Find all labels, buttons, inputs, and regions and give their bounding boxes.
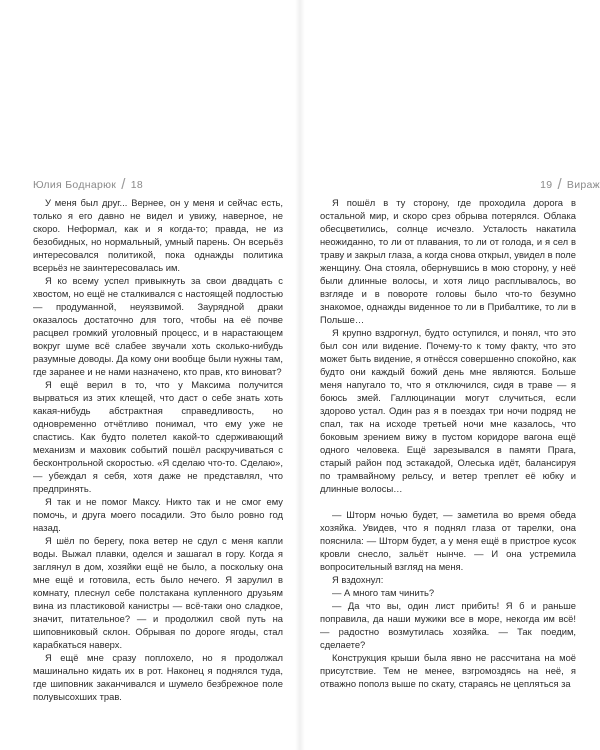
left-text-column	[33, 196, 283, 703]
paragraph: Конструкция крыши была явно не рассчитана на моё присутствие. Тем не менее, взгромоздясь на неё, я отважно пополз выше по скату, стараясь не цепляться за	[320, 652, 576, 689]
paragraph: У меня был друг... Вернее, он у меня и сейчас есть, только я его давно не видел и увижу, наверное, не скоро. Неформал, как и я когда-то; правда, не из безобидных, но нормальный, умный парень. Он всерьёз интересовался политикой, пока однажды политика всерьёз не заинтересовалась им.	[33, 197, 283, 273]
paragraph: Я ко всему успел привыкнуть за свои двадцать с хвостом, но ещё не сталкивался с настоящей подлостью — продуманной, неуязвимой. Заурядной драки оказалось достаточно для того, чтобы на её почве расцвел громкий уголовный процесс, и в нарастающем вокруг шуме всё слабее звучали хоть сколько-нибудь разумные доводы. Да кому они вообще были нужны там, где заранее и не нами назначено, кто прав, кто виноват?	[33, 275, 283, 377]
right-running-header	[540, 175, 600, 192]
paragraph: Я шёл по берегу, пока ветер не сдул с меня капли воды. Выжал плавки, оделся и зашагал в гору. Когда я заглянул в дом, хозяйки ещё не было, а поскольку она мне ещё и готовила, есть было нечего. Я зарулил в комнату, плеснул себе полстакана купленного друзьям вина из пластиковой канистры — всё-таки оно сладкое, значит, питательное? — и продолжил свой путь на шиповниковый склон. Обрывая по дороге ягоды, стал карабкаться наверх.	[33, 535, 283, 650]
paragraph: — Да что вы, один лист прибить! Я б и раньше поправила, да наши мужики все в море, некогда им всё! — радостно возмутилась хозяйка. — Так поедим, сделаете?	[320, 600, 576, 650]
left-running-header	[33, 175, 143, 192]
paragraph: Я пошёл в ту сторону, где проходила дорога в остальной мир, и скоро срез обрыва потерялся. Облака обесцветились, солнце исчезло. Усталость накатила неожиданно, то ли от плавания, то ли от голода, и я сел в траву и закрыл глаза, а когда снова открыл, увидел в поле женщину. Она стояла, обернувшись в мою сторону, у неё были длинные волосы, и хотя лицо расплывалось, во взгляде и в повороте головы было что-то безумно знакомое, однажды виденное то ли в Прибалтике, то ли в Польше…	[320, 197, 576, 325]
right-text-column	[320, 196, 576, 690]
right-page	[300, 0, 600, 750]
left-page-number: 18	[130, 179, 143, 191]
header-slash: /	[557, 176, 562, 193]
paragraph: Я вздохнул:	[332, 574, 384, 585]
paragraph: Я ещё верил в то, что у Максима получится вырваться из этих клещей, что даст о себе знать хоть какая-нибудь абстрактная справедливость, но одновременно отчётливо понимал, что ему уже не спастись. Как будто полетел какой-то сдерживающий механизм и маховик событий пошёл раскручиваться с бесконтрольной скоростью. «Я сделаю что-то. Сделаю», — убеждал я себя, хотя даже не представлял, что предпринять.	[33, 379, 283, 494]
paragraph: Я крупно вздрогнул, будто оступился, и понял, что это был сон или видение. Почему-то к тому факту, что это может быть видение, я отнёсся совершенно спокойно, как будто они каждый божий день мне являются. Больше меня напугало то, что я отключился, сидя в траве — я боюсь змей. Галлюцинации могут случиться, если здорово устал. Один раз я в поездах три ночи подряд не спал, так на исходе третьей ночи мне казалось, что боковым зрением вижу в пустом коридоре вагона ещё одного человека. Ещё зарезывался в памяти Прага, старый район под эстакадой, Олеська идёт, балансируя по трамвайному рельсу, и ветер треплет её юбку и длинные волосы…	[320, 327, 576, 494]
paragraph: — А много там чинить?	[332, 587, 435, 598]
header-slash: /	[121, 176, 126, 193]
paragraph: — Шторм ночью будет, — заметила во время обеда хозяйка. Увидев, что я поднял глаза от тарелки, она пояснила: — Шторм будет, а у меня ещё в пристрое кусок кровли снесло, зальёт нынче. — И она устремила вопросительный взгляд на меня.	[320, 509, 576, 572]
book-title: Вираж	[566, 179, 600, 191]
section-break	[320, 495, 576, 508]
right-page-number: 19	[540, 179, 553, 191]
paragraph: Я ещё мне сразу поплохело, но я продолжал машинально кидать их в рот. Наконец я поднялся туда, где шиповник заканчивался и шумело безбрежное поле полувысохших трав.	[33, 652, 283, 702]
paragraph: Я так и не помог Максу. Никто так и не смог ему помочь, и друга моего посадили. Это было ровно год назад.	[33, 496, 283, 533]
author-name: Юлия Боднарюк	[33, 179, 117, 191]
